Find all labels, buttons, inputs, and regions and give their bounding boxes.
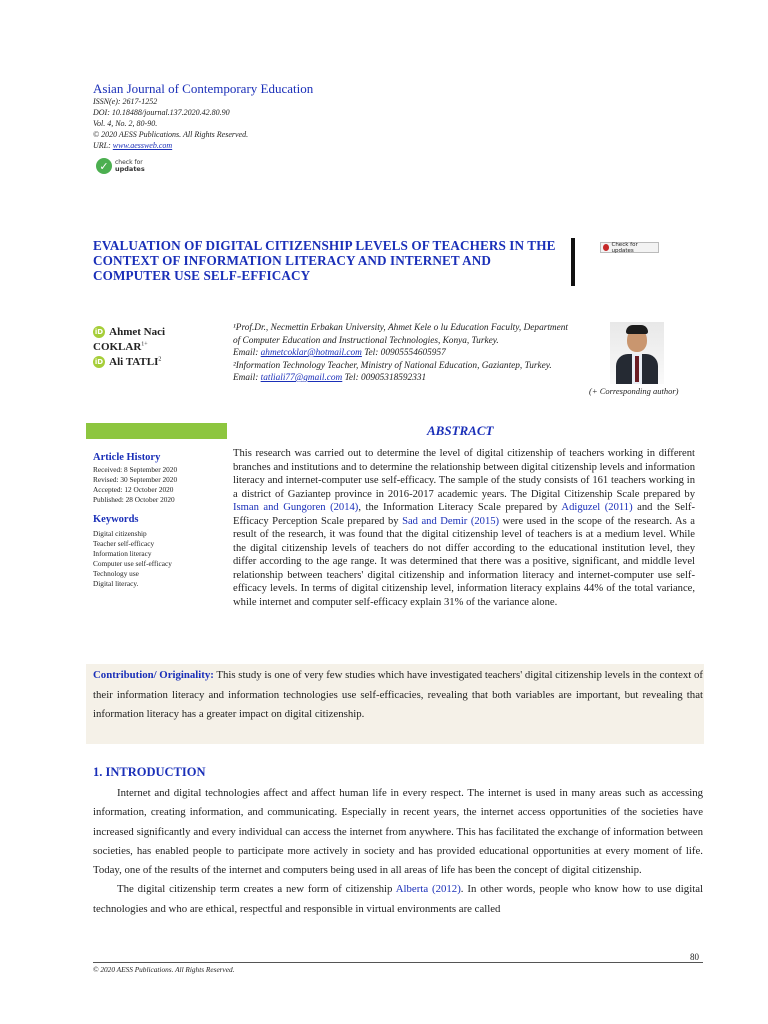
journal-url-link[interactable]: www.aessweb.com [112, 141, 173, 150]
orcid-icon[interactable]: iD [94, 358, 104, 367]
author-2-sup: 2 [158, 356, 162, 363]
footer-copyright: © 2020 AESS Publications. All Rights Reserved. [93, 965, 235, 974]
citation-link[interactable]: Alberta (2012) [395, 883, 461, 896]
corresponding-author-note: (+ Corresponding author) [589, 386, 679, 396]
citation-link[interactable]: Isman and Gungoren (2014) [233, 502, 359, 513]
author-1-name-line1: Ahmet Naci [109, 326, 166, 338]
citation-link[interactable]: Sad and Demir (2015) [402, 515, 500, 527]
keyword-item: Digital literacy. [93, 579, 139, 588]
issn: ISSN(e): 2617-1252 [93, 97, 158, 106]
author-1-lastname [93, 341, 148, 353]
affiliation-2-contact: Email: tatliali77@gmail.com Tel: 00905318592331 [233, 373, 427, 383]
citation-link[interactable]: Adiguzel (2011) [561, 502, 633, 513]
email-link-1[interactable]: ahmetcoklar@hotmail.com [260, 348, 362, 358]
journal-name: Asian Journal of Contemporary Education [93, 81, 314, 96]
crossmark-check-text: check for [115, 158, 143, 166]
title-divider-bar [571, 238, 575, 286]
keyword-item: Digital citizenship [93, 529, 147, 538]
article-history-heading: Article History [93, 452, 161, 463]
check-updates-label: Check for updates [611, 241, 638, 254]
footer-divider [93, 962, 703, 963]
email-link-2[interactable]: tatliali77@gmail.com [260, 373, 343, 383]
page-number: 80 [690, 952, 699, 962]
author-2-name: Ali TATLI [109, 356, 159, 368]
author-1-sup: 1+ [141, 341, 148, 348]
contribution-label: Contribution/ Originality: [93, 669, 214, 681]
volume-info: Vol. 4, No. 2, 80-90. [93, 119, 158, 128]
check-for-updates-badge[interactable] [96, 156, 146, 176]
keywords-heading: Keywords [93, 514, 139, 525]
introduction-heading: 1. INTRODUCTION [93, 765, 206, 779]
keyword-item: Teacher self-efficacy [93, 539, 155, 548]
accepted-date: Accepted: 12 October 2020 [93, 485, 174, 494]
phone-1: Tel: 00905554605957 [364, 348, 446, 358]
intro-paragraph-2: The digital citizenship term creates a new form of citizenship Alberta (2012). In other words, people who know how to use digital technologies and who are ethical, respectful and responsible in virtual environments are called [93, 883, 703, 915]
abstract-heading: ABSTRACT [427, 423, 494, 438]
url-label: URL: [93, 141, 111, 150]
author-1 [93, 326, 165, 338]
keyword-item: Technology use [93, 569, 139, 578]
affiliation-1-contact: Email: ahmetcoklar@hotmail.com Tel: 00905554605957 [233, 348, 446, 358]
paper-title: EVALUATION OF DIGITAL CITIZENSHIP LEVELS OF TEACHERS IN THE CONTEXT OF INFORMATION LITERACY AND INTERNET AND COMPUTER USE SELF-EFFICACY [93, 238, 556, 283]
affiliation-2: ²Information Technology Teacher, Ministry of National Education, Gaziantep, Turkey. [233, 360, 552, 371]
keyword-item: Computer use self-efficacy [93, 559, 172, 568]
journal-url-line [93, 141, 172, 151]
check-for-updates-button[interactable] [600, 242, 659, 253]
keyword-item: Information literacy [93, 549, 152, 558]
doi: DOI: 10.18488/journal.137.2020.42.80.90 [93, 108, 230, 117]
abstract-text: This research was carried out to determine the level of digital citizenship of teachers working in different branches and institutions and to determine the relationship between digital citizenship levels and information literacy and internet-computer use self-efficacy. The sample of the study consists of 161 teachers working in a district of Gaziantep province in 2016-2017 academic years. The Digital Citizenship Scale prepared by Isman and Gungoren (2014), the Information Literacy Scale prepared by Adiguzel (2011) and the Self-Efficacy Perception Scale prepared by Sad and Demir (2015) were used in the scope of the research. As a result of the research, it was found that the digital citizenship level of teachers is at a medium level. While the digital citizenship levels of teachers do not differ according to the educational institution level, they differ according to the age range. It was determined that there was a positive, significant, and middle level relationship between teachers' digital citizenship and information literacy and internet-computer use self-efficacy levels. In terms of digital citizenship level, information literacy explains 44% of the total variance, while internet and computer self-efficacy explain 31% of the variance alone. [233, 448, 695, 608]
author-photo [610, 322, 664, 384]
affiliations [233, 322, 568, 385]
orcid-icon[interactable]: iD [94, 328, 104, 337]
affiliation-1: ¹Prof.Dr., Necmettin Erbakan University, Ahmet Kele o lu Education Faculty, Department of Computer Education and Instructional Technologies, Konya, Turkey. [233, 323, 568, 346]
intro-paragraph-1: Internet and digital technologies affect and affect human life in every respect. The internet is used in many areas such as accessing information, creating information, and communicating. Especially in recent years, the internet access opportunities of the societies have increased significantly and every individual can access the internet from anywhere. This has facilitated the exchange of information between societies, has enabled people to participate more actively in society and has provided educational opportunities at every moment of life. Today, one of the results of the internet and computers being used in all areas of life has been the concept of digital citizenship. [93, 787, 703, 877]
checkmark-icon: ✓ [96, 158, 112, 174]
published-date: Published: 28 October 2020 [93, 495, 175, 504]
crossmark-icon [603, 244, 609, 251]
author-1-name-line2: COKLAR [93, 341, 142, 353]
phone-2: Tel: 00905318592331 [344, 373, 427, 383]
introduction-body [93, 784, 703, 919]
contribution-text: Contribution/ Originality: This study is one of very few studies which have investigated teachers' digital citizenship levels in the context of their information literacy and information technologies use self-efficacies, revealing that both variables are important, but revealing that information literacy has a greater impact on digital citizenship. [93, 669, 704, 720]
sidebar-accent-bar [86, 423, 227, 439]
crossmark-updates-text: updates [115, 164, 145, 173]
revised-date: Revised: 30 September 2020 [93, 475, 178, 484]
author-2 [93, 356, 161, 368]
received-date: Received: 8 September 2020 [93, 465, 178, 474]
journal-copyright: © 2020 AESS Publications. All Rights Reserved. [93, 130, 249, 139]
